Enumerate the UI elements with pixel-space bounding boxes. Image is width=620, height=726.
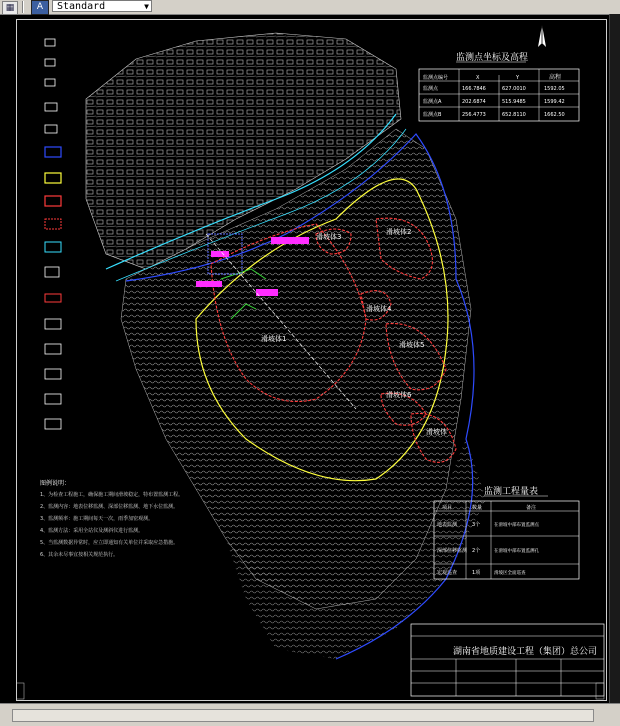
coord-row0-c2: 627.0010: [502, 86, 526, 92]
layer-icon[interactable]: ▦: [2, 1, 18, 15]
label-area1: 滑坡体1: [261, 335, 287, 343]
coord-row0-c0: 监测点: [423, 86, 439, 92]
coord-row1-c3: 1599.42: [544, 99, 565, 105]
coord-header-2: Y: [516, 75, 520, 81]
coord-row2-c2: 652.8110: [502, 112, 526, 118]
notes-line-1: 1、为检查工程施工，确保施工期间滑坡稳定，特布置监测工程。: [40, 492, 184, 498]
horizontal-scrollbar[interactable]: [0, 703, 620, 726]
toolbar-separator: [22, 1, 24, 13]
vertical-scrollbar[interactable]: [609, 14, 620, 704]
qty-row2-c1: 1项: [472, 570, 481, 576]
label-area4: 滑坡体4: [366, 305, 392, 313]
coord-row2-c3: 1662.50: [544, 112, 565, 118]
chevron-down-icon[interactable]: ▼: [144, 2, 149, 11]
qty-row1-c0: 深部位移监测: [437, 548, 468, 554]
text-style-select[interactable]: [52, 0, 152, 12]
notes-line-5: 5、当监测数据异常时，应立即通知有关单位并采取应急措施。: [40, 540, 179, 546]
qty-row0-c2: 在滑坡中部布置监测点: [494, 523, 539, 528]
qty-header-0: 项目: [442, 505, 453, 511]
qty-row2-c2: 滑坡区全面巡查: [494, 571, 526, 576]
notes-line-4: 4、监测方法：采用全站仪及测斜仪进行监测。: [40, 528, 144, 534]
qty-row0-c0: 地表监测: [437, 522, 458, 528]
coord-row1-c2: 515.9485: [502, 99, 526, 105]
coord-row1-c0: 监测点A: [423, 99, 442, 105]
notes-line-2: 2、监测内容：地表位移监测、深部位移监测、地下水位监测。: [40, 504, 179, 510]
text-style-value: Standard: [57, 1, 106, 12]
notes-line-6: 6、其余未尽事宜按相关规范执行。: [40, 552, 119, 558]
qty-row1-c2: 在滑坡中部布置监测孔: [494, 549, 539, 554]
horizontal-scrollbar-thumb[interactable]: [12, 709, 594, 722]
coord-row0-c3: 1592.05: [544, 86, 565, 92]
coord-table-title: 监测点坐标及高程: [456, 53, 529, 63]
qty-row2-c0: 宏观巡查: [437, 570, 458, 576]
coord-row1-c1: 202.6874: [462, 99, 486, 105]
quantity-table-title: 监测工程量表: [484, 487, 539, 497]
label-area2: 滑坡体2: [386, 228, 412, 236]
coord-header-1: X: [476, 75, 480, 81]
coord-header-0: 监测点编号: [423, 75, 449, 81]
toolbar: [0, 0, 620, 15]
label-area6: 滑坡体6: [386, 391, 412, 399]
qty-row0-c1: 3个: [472, 522, 481, 528]
qty-header-2: 备注: [526, 505, 537, 511]
label-area3: 滑坡体3: [316, 233, 342, 241]
coord-header-3: 高程: [549, 74, 562, 81]
notes-heading: 图例说明：: [40, 480, 71, 487]
company-name: 湖南省地质建设工程（集团）总公司: [453, 647, 598, 657]
drawing-frame: [16, 19, 607, 701]
qty-header-1: 数量: [472, 505, 483, 511]
label-area7: 滑坡体: [426, 428, 447, 436]
qty-row1-c1: 2个: [472, 548, 481, 554]
label-area5: 滑坡体5: [399, 341, 425, 349]
coord-row2-c0: 监测点B: [423, 112, 442, 118]
notes-line-3: 3、监测频率：施工期间每天一次，雨季加密观测。: [40, 516, 154, 522]
text-style-icon[interactable]: A: [31, 0, 49, 15]
coord-row0-c1: 166.7846: [462, 86, 486, 92]
coord-row2-c1: 256.4773: [462, 112, 486, 118]
